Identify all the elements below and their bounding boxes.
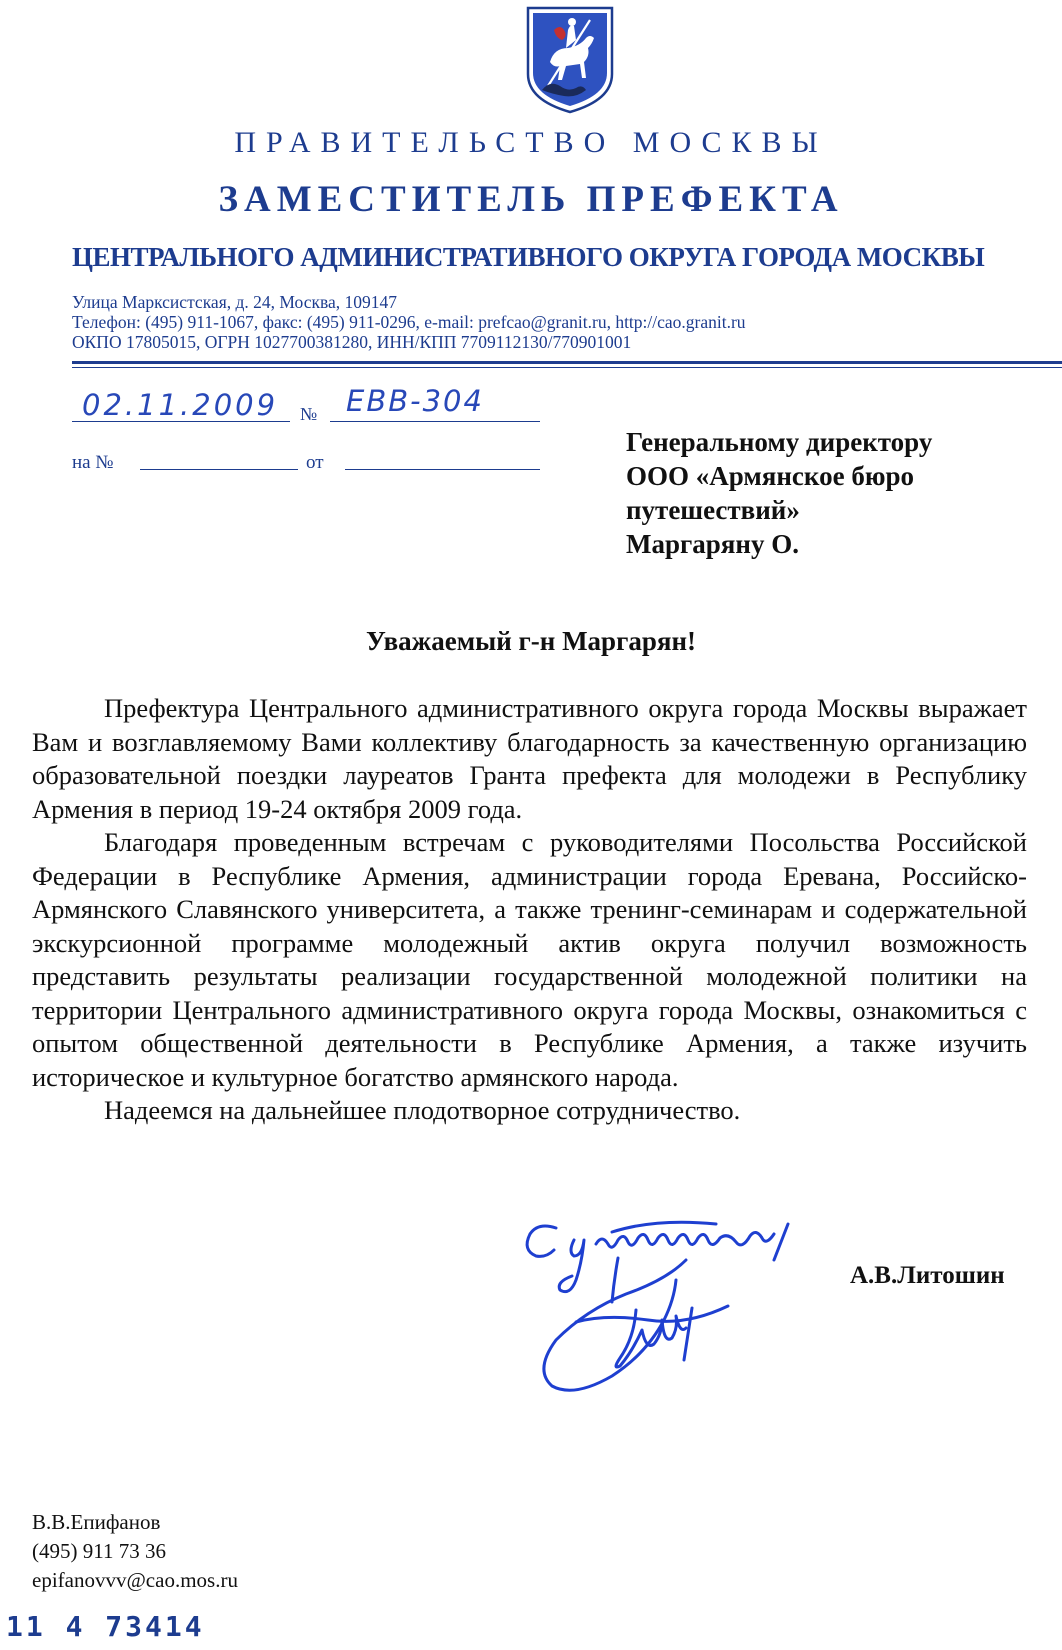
registration-stamp-number: 11 4 73414	[6, 1610, 205, 1643]
sender-contacts: Телефон: (495) 911-1067, факс: (495) 911-0296, e-mail: prefcao@granit.ru, http://cao.granit.ru	[72, 312, 746, 332]
letterhead-divider-thin	[72, 367, 1062, 368]
reference-date-line	[345, 469, 540, 470]
addressee-line: Маргаряну О.	[626, 529, 799, 559]
reference-number-line	[140, 469, 298, 470]
body-paragraph: Благодаря проведенным встречам с руководителями Посольства Российской Федерации в Республике Армения, администрации города Еревана, Российско-Армянского Славянского университета, а также тренинг-семинарам и содержательной экскурсионной программе молодежный актив округа получил возможность представить результаты реализации государственной молодежной политики на территории Центрального административного округа города Москвы, ознакомиться с опытом общественной деятельности в Республике Армения, а также изучить историческое и культурное богатство армянского народа.	[32, 827, 1027, 1092]
sender-address: Улица Марксистская, д. 24, Москва, 109147	[72, 292, 398, 312]
signer-name: А.В.Литошин	[850, 1262, 1005, 1289]
addressee-line: ООО «Армянское бюро	[626, 461, 914, 491]
letterhead-divider	[72, 361, 1062, 364]
body-paragraph: Надеемся на дальнейшее плодотворное сотрудничество.	[104, 1095, 741, 1125]
addressee-line: путешествий»	[626, 495, 800, 525]
moscow-coat-of-arms-icon	[524, 4, 616, 114]
sender-registry-codes: ОКПО 17805015, ОГРН 1027700381280, ИНН/КПП 7709112130/770901001	[72, 332, 632, 352]
letter-body	[32, 692, 1027, 1128]
outgoing-date: 02.11.2009	[82, 388, 279, 422]
salutation: Уважаемый г-н Маргарян!	[365, 626, 696, 656]
executor-phone: (495) 911 73 36	[32, 1539, 166, 1563]
date-field-line	[72, 421, 290, 422]
reference-number-label: на №	[72, 452, 114, 473]
body-paragraph: Префектура Центрального административного округа города Москвы выражает Вам и возглавляемому Вами коллективу благодарность за качественную организацию образовательной поездки лауреатов Гранта префекта для молодежи в Республику Армения в период 19-24 октября 2009 года.	[32, 693, 1027, 824]
number-field-line	[330, 421, 540, 422]
reference-date-label: от	[306, 452, 324, 473]
executor-name: В.В.Епифанов	[32, 1510, 161, 1534]
government-title: ПРАВИТЕЛЬСТВО МОСКВЫ	[234, 126, 828, 159]
district-title: ЦЕНТРАЛЬНОГО АДМИНИСТРАТИВНОГО ОКРУГА ГОРОДА МОСКВЫ	[72, 242, 985, 272]
position-title: ЗАМЕСТИТЕЛЬ ПРЕФЕКТА	[218, 179, 844, 220]
outgoing-number: ЕВВ-304	[346, 384, 484, 418]
handwritten-signature	[516, 1210, 846, 1420]
executor-email: epifanovvv@cao.mos.ru	[32, 1568, 238, 1592]
addressee-line: Генеральному директору	[626, 427, 933, 457]
number-sign: №	[300, 404, 318, 424]
addressee-block	[626, 425, 932, 561]
